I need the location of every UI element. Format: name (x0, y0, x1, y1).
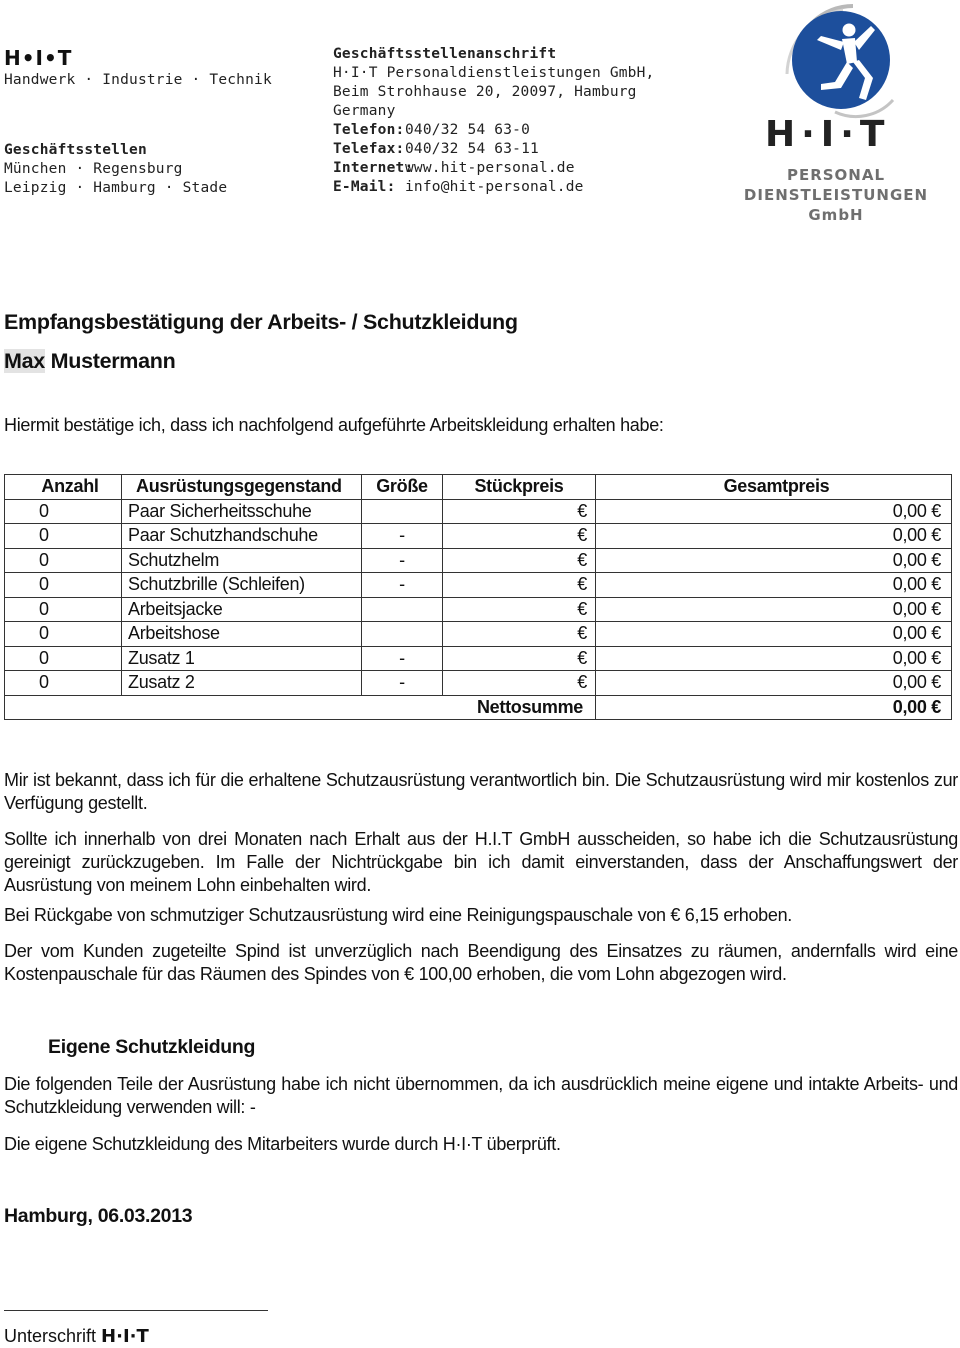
net-sum-row (5, 695, 952, 720)
row-item: Paar Sicherheitsschuhe (122, 499, 362, 524)
fax-value: 040/32 54 63-11 (405, 141, 539, 157)
table-row (5, 548, 952, 573)
signature-brand: H·I·T (101, 1326, 149, 1347)
logo-line-1: PERSONAL (786, 166, 886, 184)
table-row (5, 646, 952, 671)
fax-label: Telefax: (333, 141, 405, 157)
header-unit-price: Stückpreis (443, 475, 596, 500)
row-size[interactable] (362, 597, 443, 622)
row-total: 0,00 € (596, 646, 952, 671)
row-unit-price: € (443, 499, 596, 524)
row-item: Schutzbrille (Schleifen) (122, 573, 362, 598)
logo-line-3: GmbH (808, 206, 864, 224)
signature-label: Unterschrift (4, 1326, 97, 1346)
place-date: Hamburg, 06.03.2013 (4, 1205, 193, 1227)
row-item: Zusatz 1 (122, 646, 362, 671)
row-qty[interactable]: 0 (5, 646, 122, 671)
row-qty[interactable]: 0 (5, 524, 122, 549)
row-qty[interactable]: 0 (5, 622, 122, 647)
signature-line[interactable] (4, 1310, 268, 1311)
row-size[interactable]: - (362, 646, 443, 671)
row-unit-price: € (443, 646, 596, 671)
employee-first-name[interactable]: Max (4, 349, 45, 373)
table-row (5, 499, 952, 524)
paragraph-responsibility: Mir ist bekannt, dass ich für die erhaltene Schutzausrüstung verantwortlich bin. Die Schutzausrüstung wird mir kostenlos zur Verfügung gestellt. (4, 770, 958, 813)
row-unit-price: € (443, 671, 596, 696)
address-block (333, 45, 654, 197)
logo-line-2: DIENSTLEISTUNGEN (743, 186, 929, 204)
row-qty[interactable]: 0 (5, 573, 122, 598)
row-unit-price: € (443, 573, 596, 598)
row-total: 0,00 € (596, 671, 952, 696)
header-qty: Anzahl (5, 475, 122, 500)
row-size[interactable]: - (362, 548, 443, 573)
signature-caption (4, 1326, 149, 1347)
employee-last-name: Mustermann (50, 349, 176, 373)
row-unit-price: € (443, 524, 596, 549)
web-label: Internet: (333, 160, 414, 176)
row-total: 0,00 € (596, 573, 952, 598)
address-street: Beim Strohhause 20, 20097, Hamburg (333, 84, 637, 100)
row-size[interactable] (362, 499, 443, 524)
employee-name (4, 349, 175, 374)
net-sum-value: 0,00 € (596, 695, 952, 720)
branches-line-2: Leipzig · Hamburg · Stade (4, 180, 228, 196)
address-title: Geschäftsstellenanschrift (333, 46, 557, 62)
row-size[interactable]: - (362, 573, 443, 598)
paragraph-cleaning-fee: Bei Rückgabe von schmutziger Schutzausrüstung wird eine Reinigungspauschale von € 6,15 erhoben. (4, 905, 793, 925)
row-item: Arbeitshose (122, 622, 362, 647)
row-qty[interactable]: 0 (5, 671, 122, 696)
row-size[interactable]: - (362, 524, 443, 549)
row-total: 0,00 € (596, 524, 952, 549)
own-clothing-heading: Eigene Schutzkleidung (48, 1036, 256, 1058)
row-unit-price: € (443, 622, 596, 647)
table-row (5, 524, 952, 549)
company-logo (725, 4, 947, 224)
paragraph-return: Sollte ich innerhalb von drei Monaten nach Erhalt aus der H.I.T GmbH ausscheiden, so habe ich die Schutzausrüstung gereinigt zurückzugeben. Im Falle der Nichtrückgabe bin ich damit einverstanden, dass der Anschaffungswert der Ausrüstung von meinem Lohn einbehalten wird. (4, 829, 958, 895)
header-item: Ausrüstungsgegenstand (122, 475, 362, 500)
address-company: H·I·T Personaldienstleistungen GmbH, (333, 65, 655, 81)
table-row (5, 622, 952, 647)
table-row (5, 573, 952, 598)
intro-text: Hiermit bestätige ich, dass ich nachfolgend aufgeführte Arbeitskleidung erhalten habe: (4, 415, 664, 435)
address-country: Germany (333, 103, 396, 119)
row-size[interactable]: - (362, 671, 443, 696)
branches-line-1: München · Regensburg (4, 161, 183, 177)
row-total: 0,00 € (596, 597, 952, 622)
mail-link[interactable]: info@hit-personal.de (405, 179, 584, 195)
row-total: 0,00 € (596, 548, 952, 573)
row-unit-price: € (443, 597, 596, 622)
page-title: Empfangsbestätigung der Arbeits- / Schutzkleidung (4, 310, 518, 334)
table-row (5, 671, 952, 696)
own-clothing-checked: Die eigene Schutzkleidung des Mitarbeiters wurde durch H·I·T überprüft. (4, 1134, 561, 1154)
net-sum-label: Nettosumme (5, 695, 596, 720)
row-total: 0,00 € (596, 499, 952, 524)
table-header-row (5, 475, 952, 500)
row-item: Schutzhelm (122, 548, 362, 573)
header-tagline: Handwerk · Industrie · Technik (4, 72, 272, 88)
logo-brand: H·I·T (765, 114, 891, 155)
row-item: Paar Schutzhandschuhe (122, 524, 362, 549)
jumping-figure-logo-icon (725, 4, 947, 124)
phone-value: 040/32 54 63-0 (405, 122, 531, 138)
row-unit-price: € (443, 548, 596, 573)
row-qty[interactable]: 0 (5, 597, 122, 622)
row-size[interactable] (362, 622, 443, 647)
row-item: Zusatz 2 (122, 671, 362, 696)
row-total: 0,00 € (596, 622, 952, 647)
row-item: Arbeitsjacke (122, 597, 362, 622)
phone-label: Telefon: (333, 122, 405, 138)
paragraph-locker: Der vom Kunden zugeteilte Spind ist unverzüglich nach Beendigung des Einsatzes zu räumen, andernfalls wird eine Kostenpauschale für das Räumen des Spindes von € 100,00 erhoben, die vom Lohn abgezogen wird. (4, 941, 958, 984)
header-total-price: Gesamtpreis (596, 475, 952, 500)
branches-title: Geschäftsstellen (4, 142, 147, 158)
web-link[interactable]: www.hit-personal.de (405, 160, 575, 176)
items-table (4, 474, 952, 720)
header-brand: H•I•T (4, 46, 73, 70)
own-clothing-paragraph: Die folgenden Teile der Ausrüstung habe ich nicht übernommen, da ich ausdrücklich meine eigene und intakte Arbeits- und Schutzkleidung verwenden will: - (4, 1074, 958, 1117)
row-qty[interactable]: 0 (5, 548, 122, 573)
mail-label: E-Mail: (333, 179, 396, 195)
header-size: Größe (362, 475, 443, 500)
table-row (5, 597, 952, 622)
row-qty[interactable]: 0 (5, 499, 122, 524)
